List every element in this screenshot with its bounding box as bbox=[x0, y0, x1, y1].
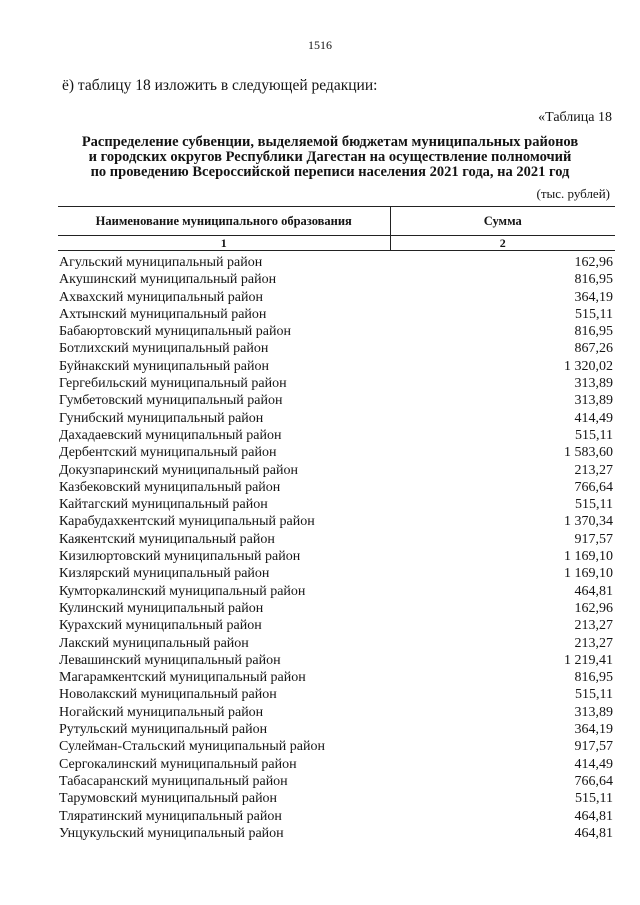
table-row bbox=[58, 548, 615, 565]
title-line: по проведению Всероссийской переписи населения 2021 года, на 2021 год bbox=[90, 164, 570, 180]
municipality-name: Бабаюртовский муниципальный район bbox=[59, 324, 291, 340]
subvention-amount: 816,95 bbox=[574, 272, 613, 288]
municipality-name: Тарумовский муниципальный район bbox=[59, 791, 278, 807]
subvention-amount: 515,11 bbox=[575, 687, 613, 703]
subvention-amount: 414,49 bbox=[574, 410, 613, 426]
table-row bbox=[58, 583, 615, 600]
table-row bbox=[58, 462, 615, 479]
subvention-amount: 1 320,02 bbox=[564, 358, 613, 374]
table-row bbox=[58, 773, 615, 790]
table-row bbox=[58, 686, 615, 703]
subvention-amount: 816,95 bbox=[574, 670, 613, 686]
subvention-amount: 766,64 bbox=[574, 773, 613, 789]
municipality-name: Рутульский муниципальный район bbox=[59, 722, 268, 738]
subvention-amount: 364,19 bbox=[574, 722, 613, 738]
municipality-name: Магарамкентский муниципальный район bbox=[59, 670, 306, 686]
table-row bbox=[58, 289, 615, 306]
subvention-amount: 162,96 bbox=[574, 255, 613, 270]
subvention-amount: 464,81 bbox=[574, 583, 613, 599]
table-row bbox=[58, 479, 615, 496]
subvention-amount: 213,27 bbox=[574, 462, 613, 478]
municipality-name: Агульский муниципальный район bbox=[59, 255, 263, 270]
table-row bbox=[58, 306, 615, 323]
subvention-amount: 766,64 bbox=[574, 479, 613, 495]
table-row bbox=[58, 271, 615, 288]
subvention-amount: 867,26 bbox=[574, 341, 613, 357]
column-header-amount: Сумма bbox=[390, 207, 615, 236]
subvention-amount: 414,49 bbox=[574, 756, 613, 772]
subvention-amount: 917,57 bbox=[574, 531, 613, 547]
subvention-amount: 213,27 bbox=[574, 618, 613, 634]
table-row bbox=[58, 323, 615, 340]
table-row bbox=[58, 565, 615, 582]
column-number-1: 1 bbox=[58, 236, 390, 251]
column-number-row bbox=[58, 236, 615, 251]
subvention-amount: 1 370,34 bbox=[564, 514, 613, 530]
table-row bbox=[58, 531, 615, 548]
municipality-name: Кайтагский муниципальный район bbox=[59, 497, 268, 513]
table-row bbox=[58, 617, 615, 634]
municipality-name: Кулинский муниципальный район bbox=[59, 600, 264, 616]
page-number: 1516 bbox=[308, 38, 332, 52]
title-line: Распределение субвенции, выделяемой бюджетам муниципальных районов bbox=[81, 134, 579, 150]
subvention-amount: 464,81 bbox=[574, 808, 613, 824]
municipality-name: Ботлихский муниципальный район bbox=[59, 341, 269, 357]
table-row bbox=[58, 652, 615, 669]
subvention-amount: 162,96 bbox=[574, 600, 613, 616]
municipality-name: Курахский муниципальный район bbox=[59, 618, 262, 634]
municipality-name: Унцукульский муниципальный район bbox=[59, 825, 284, 841]
municipality-name: Карабудахкентский муниципальный район bbox=[59, 514, 315, 530]
subvention-amount: 515,11 bbox=[575, 306, 613, 322]
table-label: «Таблица 18 bbox=[538, 110, 612, 125]
subvention-amount: 515,11 bbox=[575, 497, 613, 513]
municipality-name: Ахтынский муниципальный район bbox=[59, 306, 267, 322]
municipality-name: Кизилюртовский муниципальный район bbox=[59, 549, 301, 565]
column-number-2: 2 bbox=[390, 236, 615, 251]
table-header-row bbox=[58, 207, 615, 236]
table-row bbox=[58, 358, 615, 375]
municipality-name: Дахадаевский муниципальный район bbox=[59, 427, 282, 443]
subvention-amount: 515,11 bbox=[575, 791, 613, 807]
subvention-amount: 464,81 bbox=[574, 825, 613, 841]
title-line: и городских округов Республики Дагестан на осуществление полномочий bbox=[88, 149, 572, 165]
municipality-name: Кизлярский муниципальный район bbox=[59, 566, 270, 582]
municipality-name: Гунибский муниципальный район bbox=[59, 410, 264, 426]
table-body bbox=[58, 251, 615, 843]
subvention-amount: 313,89 bbox=[574, 376, 613, 392]
subvention-amount: 917,57 bbox=[574, 739, 613, 755]
table-row bbox=[58, 825, 615, 842]
municipality-name: Тляратинский муниципальный район bbox=[59, 808, 282, 824]
municipality-name: Ахвахский муниципальный район bbox=[59, 289, 263, 305]
table-row bbox=[58, 392, 615, 409]
municipality-name: Ногайский муниципальный район bbox=[59, 704, 264, 720]
subvention-amount: 1 583,60 bbox=[564, 445, 613, 461]
table-row bbox=[58, 600, 615, 617]
subvention-amount: 364,19 bbox=[574, 289, 613, 305]
table-row bbox=[58, 496, 615, 513]
municipality-name: Буйнакский муниципальный район bbox=[59, 358, 269, 374]
column-header-name: Наименование муниципального образования bbox=[58, 207, 390, 236]
table-row bbox=[58, 635, 615, 652]
table-row bbox=[58, 738, 615, 755]
table-row bbox=[58, 669, 615, 686]
table-row bbox=[58, 444, 615, 461]
municipality-name: Дербентский муниципальный район bbox=[59, 445, 277, 461]
subvention-amount: 515,11 bbox=[575, 427, 613, 443]
municipality-name: Каякентский муниципальный район bbox=[59, 531, 275, 547]
intro-text: ё) таблицу 18 изложить в следующей редакции: bbox=[62, 77, 378, 94]
municipality-name: Гумбетовский муниципальный район bbox=[59, 393, 283, 409]
municipality-name: Сулейман-Стальский муниципальный район bbox=[59, 739, 325, 755]
subvention-table bbox=[58, 206, 615, 842]
municipality-name: Гергебильский муниципальный район bbox=[59, 376, 287, 392]
table-row bbox=[58, 251, 615, 272]
table-row bbox=[58, 340, 615, 357]
subvention-amount: 313,89 bbox=[574, 704, 613, 720]
table-row bbox=[58, 513, 615, 530]
municipality-name: Кумторкалинский муниципальный район bbox=[59, 583, 306, 599]
table-row bbox=[58, 721, 615, 738]
municipality-name: Левашинский муниципальный район bbox=[59, 652, 281, 668]
units-note: (тыс. рублей) bbox=[536, 186, 610, 201]
municipality-name: Новолакский муниципальный район bbox=[59, 687, 277, 703]
subvention-amount: 1 169,10 bbox=[564, 566, 613, 582]
table-row bbox=[58, 704, 615, 721]
document-title bbox=[40, 135, 620, 180]
municipality-name: Докузпаринский муниципальный район bbox=[59, 462, 298, 478]
municipality-name: Акушинский муниципальный район bbox=[59, 272, 277, 288]
subvention-amount: 213,27 bbox=[574, 635, 613, 651]
table-row bbox=[58, 756, 615, 773]
table-row bbox=[58, 375, 615, 392]
subvention-amount: 816,95 bbox=[574, 324, 613, 340]
table-row bbox=[58, 790, 615, 807]
table-row bbox=[58, 427, 615, 444]
municipality-name: Сергокалинский муниципальный район bbox=[59, 756, 297, 772]
subvention-amount: 313,89 bbox=[574, 393, 613, 409]
municipality-name: Казбековский муниципальный район bbox=[59, 479, 281, 495]
municipality-name: Лакский муниципальный район bbox=[59, 635, 249, 651]
subvention-amount: 1 219,41 bbox=[564, 652, 613, 668]
table-row bbox=[58, 410, 615, 427]
table-row bbox=[58, 808, 615, 825]
subvention-amount: 1 169,10 bbox=[564, 549, 613, 565]
municipality-name: Табасаранский муниципальный район bbox=[59, 773, 288, 789]
